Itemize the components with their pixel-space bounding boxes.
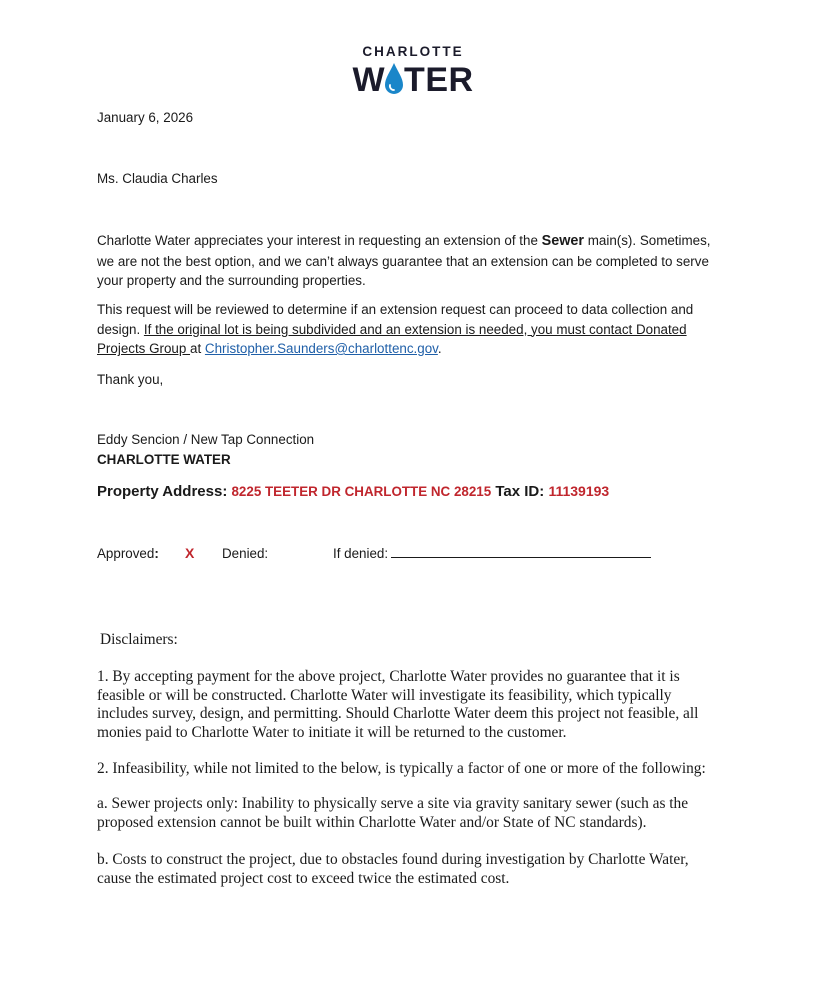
intro-line-1	[97, 231, 737, 252]
subdivision-notice: If the original lot is being subdivided and an extension is needed, you must contact Donated	[143, 321, 687, 337]
sewer-keyword: Sewer	[541, 233, 585, 249]
approved-label: Approved	[97, 546, 155, 561]
disclaimers-heading: Disclaimers:	[100, 631, 178, 648]
disclaimer-item-a: a. Sewer projects only: Inability to physically serve a site via gravity sanitary sewer (such as the proposed extension cannot be built within Charlotte Water and/or State of NC standards).	[97, 795, 689, 831]
recipient-name: Ms. Claudia Charles	[97, 171, 218, 186]
logo-w: W	[352, 61, 386, 99]
review-at: at	[190, 341, 205, 356]
tax-id-value: 11139193	[548, 483, 610, 499]
if-denied-field	[333, 544, 651, 563]
if-denied-blank-line	[391, 544, 651, 558]
logo-bottom-text	[350, 61, 476, 99]
intro-text-end: main(s). Sometimes,	[584, 233, 711, 248]
if-denied-label: If denied:	[333, 546, 389, 561]
logo-top-text: CHARLOTTE	[362, 44, 464, 59]
denied-label: Denied:	[222, 546, 269, 561]
approved-colon: :	[154, 546, 159, 561]
tax-id-label: Tax ID:	[495, 483, 545, 500]
charlotte-water-logo	[350, 44, 476, 104]
paragraph-review	[97, 300, 737, 359]
closing: Thank you,	[97, 372, 164, 387]
logo-ter: TER	[404, 61, 474, 99]
property-address-label: Property Address:	[97, 483, 228, 500]
review-line-2	[97, 320, 737, 340]
signature-org: CHARLOTTE WATER	[97, 452, 231, 467]
approved-field	[97, 544, 159, 563]
intro-line-3: your property and the surrounding properties.	[97, 273, 366, 288]
review-line-1: This request will be reviewed to determine if an extension request can proceed to data collection and	[97, 302, 694, 317]
review-line-3	[97, 339, 737, 359]
disclaimer-item-b: b. Costs to construct the project, due to obstacles found during investigation by Charlotte Water, cause the estimated project cost to exceed twice the estimated cost.	[97, 851, 689, 887]
disclaimer-item-1: 1. By accepting payment for the above project, Charlotte Water provides no guarantee that it is feasible or will be constructed. Charlotte Water will investigate its feasibility, which typically includes survey, design, and permitting. Should Charlotte Water deem this project not feasible, all monies paid to Charlotte Water to initiate it will be returned to the customer.	[97, 668, 699, 741]
contact-email-link[interactable]: Christopher.Saunders@charlottenc.gov	[204, 341, 438, 356]
paragraph-intro	[97, 231, 737, 291]
property-address-value: 8225 TEETER DR CHARLOTTE NC 28215	[231, 484, 492, 499]
intro-text: Charlotte Water appreciates your interest in requesting an extension of the	[97, 233, 542, 248]
intro-line-2: we are not the best option, and we can’t always guarantee that an extension can be completed to serve	[97, 253, 709, 269]
water-drop-icon	[382, 61, 406, 97]
signature-name: Eddy Sencion / New Tap Connection	[97, 432, 315, 447]
donated-projects-group: Projects Group	[97, 341, 191, 356]
approved-x-mark: X	[185, 545, 195, 561]
letter-date: January 6, 2026	[97, 110, 194, 125]
review-text: design.	[97, 321, 144, 337]
property-address-row	[97, 481, 609, 502]
disclaimer-item-2: 2. Infeasibility, while not limited to the below, is typically a factor of one or more of the following:	[97, 760, 706, 777]
approved-mark	[185, 544, 194, 563]
review-period: .	[437, 341, 442, 356]
